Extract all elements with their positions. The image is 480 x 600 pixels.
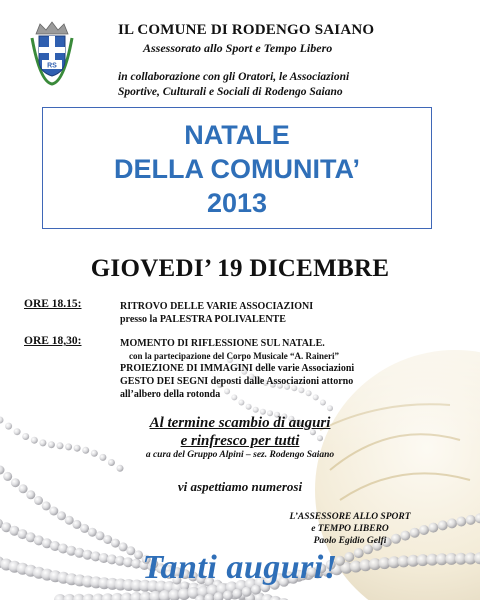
bead [103, 535, 112, 544]
bead [456, 517, 466, 527]
bead [111, 539, 120, 548]
bead [223, 590, 233, 600]
signature-block [250, 511, 450, 547]
closing-text [0, 414, 480, 450]
bead [117, 465, 124, 472]
event-detail-line: all’albero della rotonda [120, 389, 221, 400]
crest-letters: RS [47, 62, 57, 70]
bead [232, 589, 242, 599]
invitation-text: vi aspettiamo numerosi [177, 479, 303, 494]
event-detail-line: PROIEZIONE DI IMMAGINI delle varie Associazioni [120, 363, 355, 374]
bead [80, 524, 89, 533]
event-title-line: NATALE [184, 120, 290, 150]
event-detail-line: RITROVO DELLE VARIE ASSOCIAZIONI [120, 301, 314, 312]
bead [49, 507, 58, 516]
closing-line: e rinfresco per tutti [180, 433, 300, 449]
bead [96, 531, 105, 540]
bead [242, 587, 252, 597]
event-details [120, 300, 460, 326]
signature-line: e TEMPO LIBERO [311, 524, 389, 534]
event-date: GIOVEDI’ 19 DICEMBRE [90, 255, 390, 282]
bead [72, 520, 81, 529]
greeting-text: Tanti auguri! [142, 549, 338, 586]
organizer-subtitle: Assessorato allo Sport e Tempo Libero [143, 41, 333, 55]
collaboration-line: Sportive, Culturali e Sociali di Rodengo Saiano [118, 86, 343, 98]
event-detail-line: MOMENTO DI RIFLESSIONE SUL NATALE. [120, 338, 325, 349]
signature-line: L’ASSESSORE ALLO SPORT [289, 512, 411, 522]
bead [42, 501, 51, 510]
bead [0, 466, 5, 475]
closing-organizer: a cura del Gruppo Alpini – sez. Rodengo Saiano [145, 450, 335, 460]
bead [34, 496, 43, 505]
event-title-line: DELLA COMUNITA’ [114, 154, 360, 184]
bead [466, 515, 476, 525]
collaboration-text [118, 70, 458, 100]
bead [88, 528, 97, 537]
event-time: ORE 18.15: [24, 298, 82, 310]
event-title-year: 2013 [206, 188, 268, 218]
collaboration-line: in collaborazione con gli Oratori, le Associazioni [118, 71, 350, 83]
event-title-box [42, 107, 432, 229]
closing-line: Al termine scambio di auguri [149, 415, 331, 431]
event-detail-line: presso la PALESTRA POLIVALENTE [120, 314, 286, 325]
event-detail-line: GESTO DEI SEGNI deposti dalle Associazioni attorno [120, 376, 354, 387]
bead [108, 459, 115, 466]
bead [57, 511, 66, 520]
town-crest-icon [26, 20, 78, 86]
bead [65, 516, 74, 525]
event-details [120, 337, 460, 401]
signature-name: Paolo Egidio Gelfi [313, 536, 387, 546]
event-detail-line: con la partecipazione del Corpo Musicale “A. Raineri” [129, 351, 339, 361]
event-time: ORE 18,30: [24, 335, 82, 347]
organizer-title: IL COMUNE DI RODENGO SAIANO [118, 22, 375, 38]
